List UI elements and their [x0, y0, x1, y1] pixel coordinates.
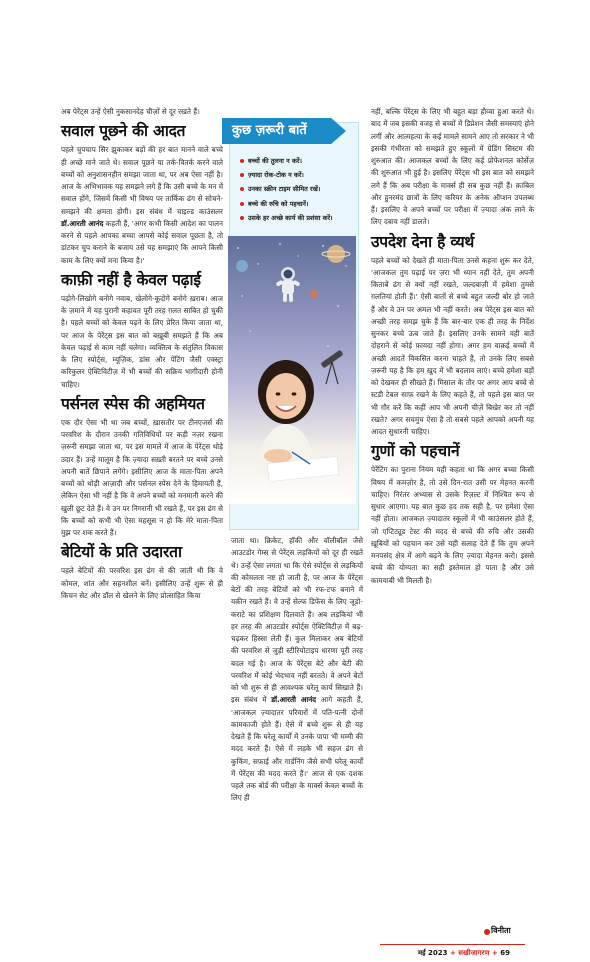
column-3 — [371, 106, 534, 587]
paragraph-question-habit: पहले चुपचाप सिर झुकाकर बड़ों की हर बात मानने वाले बच्चे ही अच्छे माने जाते थे। सवाल पूछने या तर्क-वितर्क करने वाले बच्चों को अनुशासनहीन समझा जाता था, पर अब ऐसा नहीं है। आज के अभिभावक यह समझने लगे हैं कि उसी बच्चे के मन में सवाल होंगे, जिसमें किसी भी विषय पर तार्किक ढंग से सोचने-समझने की क्षमता होगी। इस संबंध में चाइल्ड काउंसलर डॉ.आरती आनंद कहती हैं, 'अगर कभी किसी आदेश का पालन करने से पहले आपका बच्चा आपसे कोई सवाल पूछता है, तो डांटकर चुप कराने के बजाय उसे यह समझाएं कि आपने किसी काम के लिए क्यों मना किया है।' — [61, 145, 223, 265]
paragraph-exam-marks: नहीं, बल्कि पेरेंट्स के लिए भी बहुत बड़ा हौव्वा हुआ करते थे। बाद में जब इसकी वजह से बच्चों में डिप्रेशन जैसी समस्याएं होने लगीं और आत्महत्या के कई मामले सामने आए तो सरकार ने भी इसकी गंभीरता को समझते हुए स्कूलों में ग्रेडिंग सिस्टम की शुरुआत की। आजकल बच्चों के लिए कई प्रोफेशनल कोर्सेज़ की शुरुआत भी हुई है। इसलिए पेरेंट्स भी इस बात को समझने लगे हैं कि अब परीक्षा के मार्क्स ही सब कुछ नहीं हैं। क़ाबिल और हुनरमंद छात्रों के लिए करियर के अनेक ऑप्शन उपलब्ध हैं। इसलिए वे अपने बच्चों पर परीक्षा में ज़्यादा अंक लाने के लिए दबाव नहीं डालते। — [371, 107, 535, 227]
article-end-dot-icon — [484, 929, 490, 935]
heading-recognize-qualities: गुणों को पहचानें — [371, 442, 460, 461]
footer-brand: सखीजागरण — [458, 949, 490, 957]
heading-preaching-useless: उपदेश देना है व्यर्थ — [371, 232, 475, 251]
heading-personal-space: पर्सनल स्पेस की अहमियत — [61, 394, 205, 413]
paragraph-preaching-useless: पहले बच्चों को देखते ही माता-पिता उनसे कहना शुरू कर देते, 'आजकल तुम पढ़ाई पर ज़रा भी ध्यान नहीं देते, तुम अपनी किताबें ढंग से क्यों नहीं रखते, जल्दबाज़ी में हमेशा तुमसे ग़लतियां होती हैं।' ऐसी बातों से बच्चे बहुत जल्दी बोर हो जाते हैं और वे उन पर अमल भी नहीं करते। अब पेरेंट्स इस बात को अच्छी तरह समझ चुके हैं कि बार-बार एक ही तरह के निर्देश सुनकर बच्चे ऊब जाते हैं। इसलिए उनके सामने वही बातें दोहराने से कोई फ़ायदा नहीं होगा। अगर हम वाक़ई बच्चों में अच्छी आदतें विकसित करना चाहते हैं, तो उनके लिए सबसे ज़रूरी यह है कि हम ख़ुद में भी बदलाव लाएं। बच्चे हमेशा बड़ों को देखकर ही सीखते हैं। मिसाल के तौर पर अगर आप बच्चे से स्टडी टेबल साफ़ रखने के लिए कहते हैं, तो पहले इस बात पर भी ग़ौर करें कि कहीं आप भी अपनी चीज़ें बिखेर कर तो नहीं रखते? अगर सचमुच ऐसा है तो सबसे पहले आपको अपनी यह आदत सुधारनी चाहिए। — [371, 255, 534, 436]
tips-list-item: उसके हर अच्छे कार्य की प्रशंसा करें। — [240, 211, 360, 225]
footer-month: मई 2023 — [418, 949, 448, 957]
column-2 — [231, 535, 363, 805]
paragraph-personal-space: एक दौर ऐसा भी था जब बच्चों, ख़ासतौर पर टीनएजर्स की परवरिश के दौरान उनकी गतिविधियों पर कड़ी नज़र रखना ज़रूरी समझा जाता था, पर इस मामले में आज के पेरेंट्स थोड़े उदार हैं। उन्हें मालूम है कि ज़्यादा सख़्ती बरतने पर बच्चे उनसे अपनी बातें छिपाने लगेंगे। इसीलिए आज के माता-पिता अपने बच्चों को थोड़ी आज़ादी और पर्सनल स्पेस देने के हिमायती हैं, लेकिन ऐसा भी नहीं है कि वे अपने बच्चों को मनमानी करने की खुली छूट देते हैं। वे उन पर निगरानी भी रखते हैं, पर इस ढंग से कि बच्चों को कभी भी ऐसा महसूस न हो कि मेरे माता-पिता मुझ पर शक करते हैं। — [61, 417, 223, 537]
paragraph-recognize-qualities: पेरेंटिंग का पुराना नियम यही कहता था कि अगर बच्चा किसी विषय में कमज़ोर है, तो उसे दिन-रात उसी पर मेहनत करनी चाहिए। निरंतर अभ्यास से उसके रिज़ल्ट में निश्चित रूप से सुधार आएगा। यह बात कुछ हद तक सही है, पर हमेशा ऐसा नहीं होता। आजकल ज़्यादातर स्कूलों में भी काउंसलर होते हैं, जो एप्टिट्यूड टेस्ट की मदद से बच्चे की रुचि और उसकी ख़ूबियों को पहचान कर उसे यही सलाह देते हैं कि तुम अपने मनपसंद क्षेत्र में आगे बढ़ने के लिए ज़्यादा मेहनत करो। इससे बच्चे की योग्यता का सही इस्तेमाल हो पाता है और उसे कामयाबी भी मिलती है। — [371, 465, 534, 585]
heading-question-habit: सवाल पूछने की आदत — [61, 122, 186, 141]
footer-page-number: 69 — [500, 949, 510, 957]
author-signature: विनीता — [491, 926, 511, 935]
tips-list-item: ज़्यादा रोक-टोक न करें। — [240, 168, 360, 182]
tips-list — [240, 154, 360, 225]
intro-paragraph: अब पेरेंट्स उन्हें ऐसी नुकसानदेह चीज़ों से दूर रखते हैं। — [61, 107, 200, 116]
expert-name: डॉ.आरती आनंद — [61, 218, 104, 228]
girl-space-photo — [228, 236, 356, 504]
page-footer — [418, 949, 510, 958]
heading-study-not-enough: काफ़ी नहीं है केवल पढ़ाई — [61, 270, 201, 289]
footer-separator: + — [491, 949, 498, 957]
tips-list-item: बच्चे की रुचि को पहचानें। — [240, 197, 360, 211]
paragraph-col2: जाता था। क्रिकेट, हॉकी और वॉलीबॉल जैसे आउटडोर गेम्स से पेरेंट्स लड़कियों को दूर ही रखते थे। उन्हें ऐसा लगता था कि ऐसे स्पोर्ट्स से लड़कियों की कोमलता नष्ट हो जाती है, पर आज के पेरेंट्स बेटों की तरह बेटियों को भी रफ-टफ बनाने में यक़ीन रखते हैं। वे उन्हें सेल्फ डिफेंस के लिए जूडो-कराटे का प्रशिक्षण दिलवाते हैं। अब लड़कियां भी हर तरह की आउटडोर स्पोर्ट्स ऐक्टिविटीज़ में बढ़-चढ़कर हिस्सा लेती हैं। कुल मिलाकर अब बेटियों की परवरिश से जुड़ी स्टीरियोटाइप धारणा पूरी तरह बदल गई है। आज के पेरेंट्स बेटे और बेटी की परवरिश में कोई भेदभाव नहीं बरतते। वे अपने बेटों को भी शुरू से ही आवश्यक घरेलू कार्य सिखाते हैं। इस संबंध में डॉ.आरती आनंद आगे कहती हैं, 'आजकल ज़्यादातर परिवारों में पति-पत्नी दोनों कामकाजी होते हैं। ऐसे में बच्चे शुरू से ही यह देखते हैं कि घरेलू कार्यों में उनके पापा भी मम्मी की मदद करते हैं। ऐसे में लड़के भी सहज ढंग से कुकिंग, सफ़ाई और गार्डनिंग जैसे सभी घरेलू कार्यों में पेरेंट्स की मदद करते हैं।' आज से एक दशक पहले तक बोर्ड की परीक्षा के मार्क्स केवल बच्चों के लिए ही — [231, 536, 363, 803]
photo-illustration — [228, 236, 356, 504]
expert-name: डॉ.आरती आनंद — [271, 695, 317, 705]
footer-separator: + — [449, 949, 456, 957]
paragraph-daughters: पहले बेटियों की परवरिश इस ढंग से की जाती थी कि वे कोमल, शांत और सहनशील बनें। इसीलिए उन्हें शुरू से ही किचन सेट और डॉल से खेलने के लिए प्रोत्साहित किया — [61, 566, 223, 600]
tips-list-item: बच्चों की तुलना न करें। — [240, 154, 360, 168]
paragraph-study-not-enough: पढ़ोगे-लिखोगे बनोगे नवाब, खेलोगे-कूदोगे बनोगे ख़राब। आज के ज़माने में यह पुरानी कहावत पूरी तरह ग़लत साबित हो चुकी है। पहले बच्चों को केवल पढ़ने के लिए प्रेरित किया जाता था, पर आज के पेरेंट्स इस बात को बख़ूबी समझते हैं कि अब केवल पढ़ाई से काम नहीं चलेगा। व्यक्तित्व के संतुलित विकास के लिए स्पोर्ट्स, म्यूज़िक, डांस और पेंटिंग जैसी एक्स्ट्रा करिकुलर ऐक्टिविटीज़ में भी बच्चों की सक्रिय भागीदारी होनी चाहिए। — [61, 293, 223, 389]
column-1 — [61, 106, 223, 602]
tips-box-title: कुछ ज़रूरी बातें — [232, 123, 307, 138]
heading-daughters: बेटियों के प्रति उदारता — [61, 543, 182, 562]
tips-list-item: उनका स्क्रीन टाइम सीमित रखें। — [240, 182, 360, 196]
footer-rule — [380, 944, 525, 945]
